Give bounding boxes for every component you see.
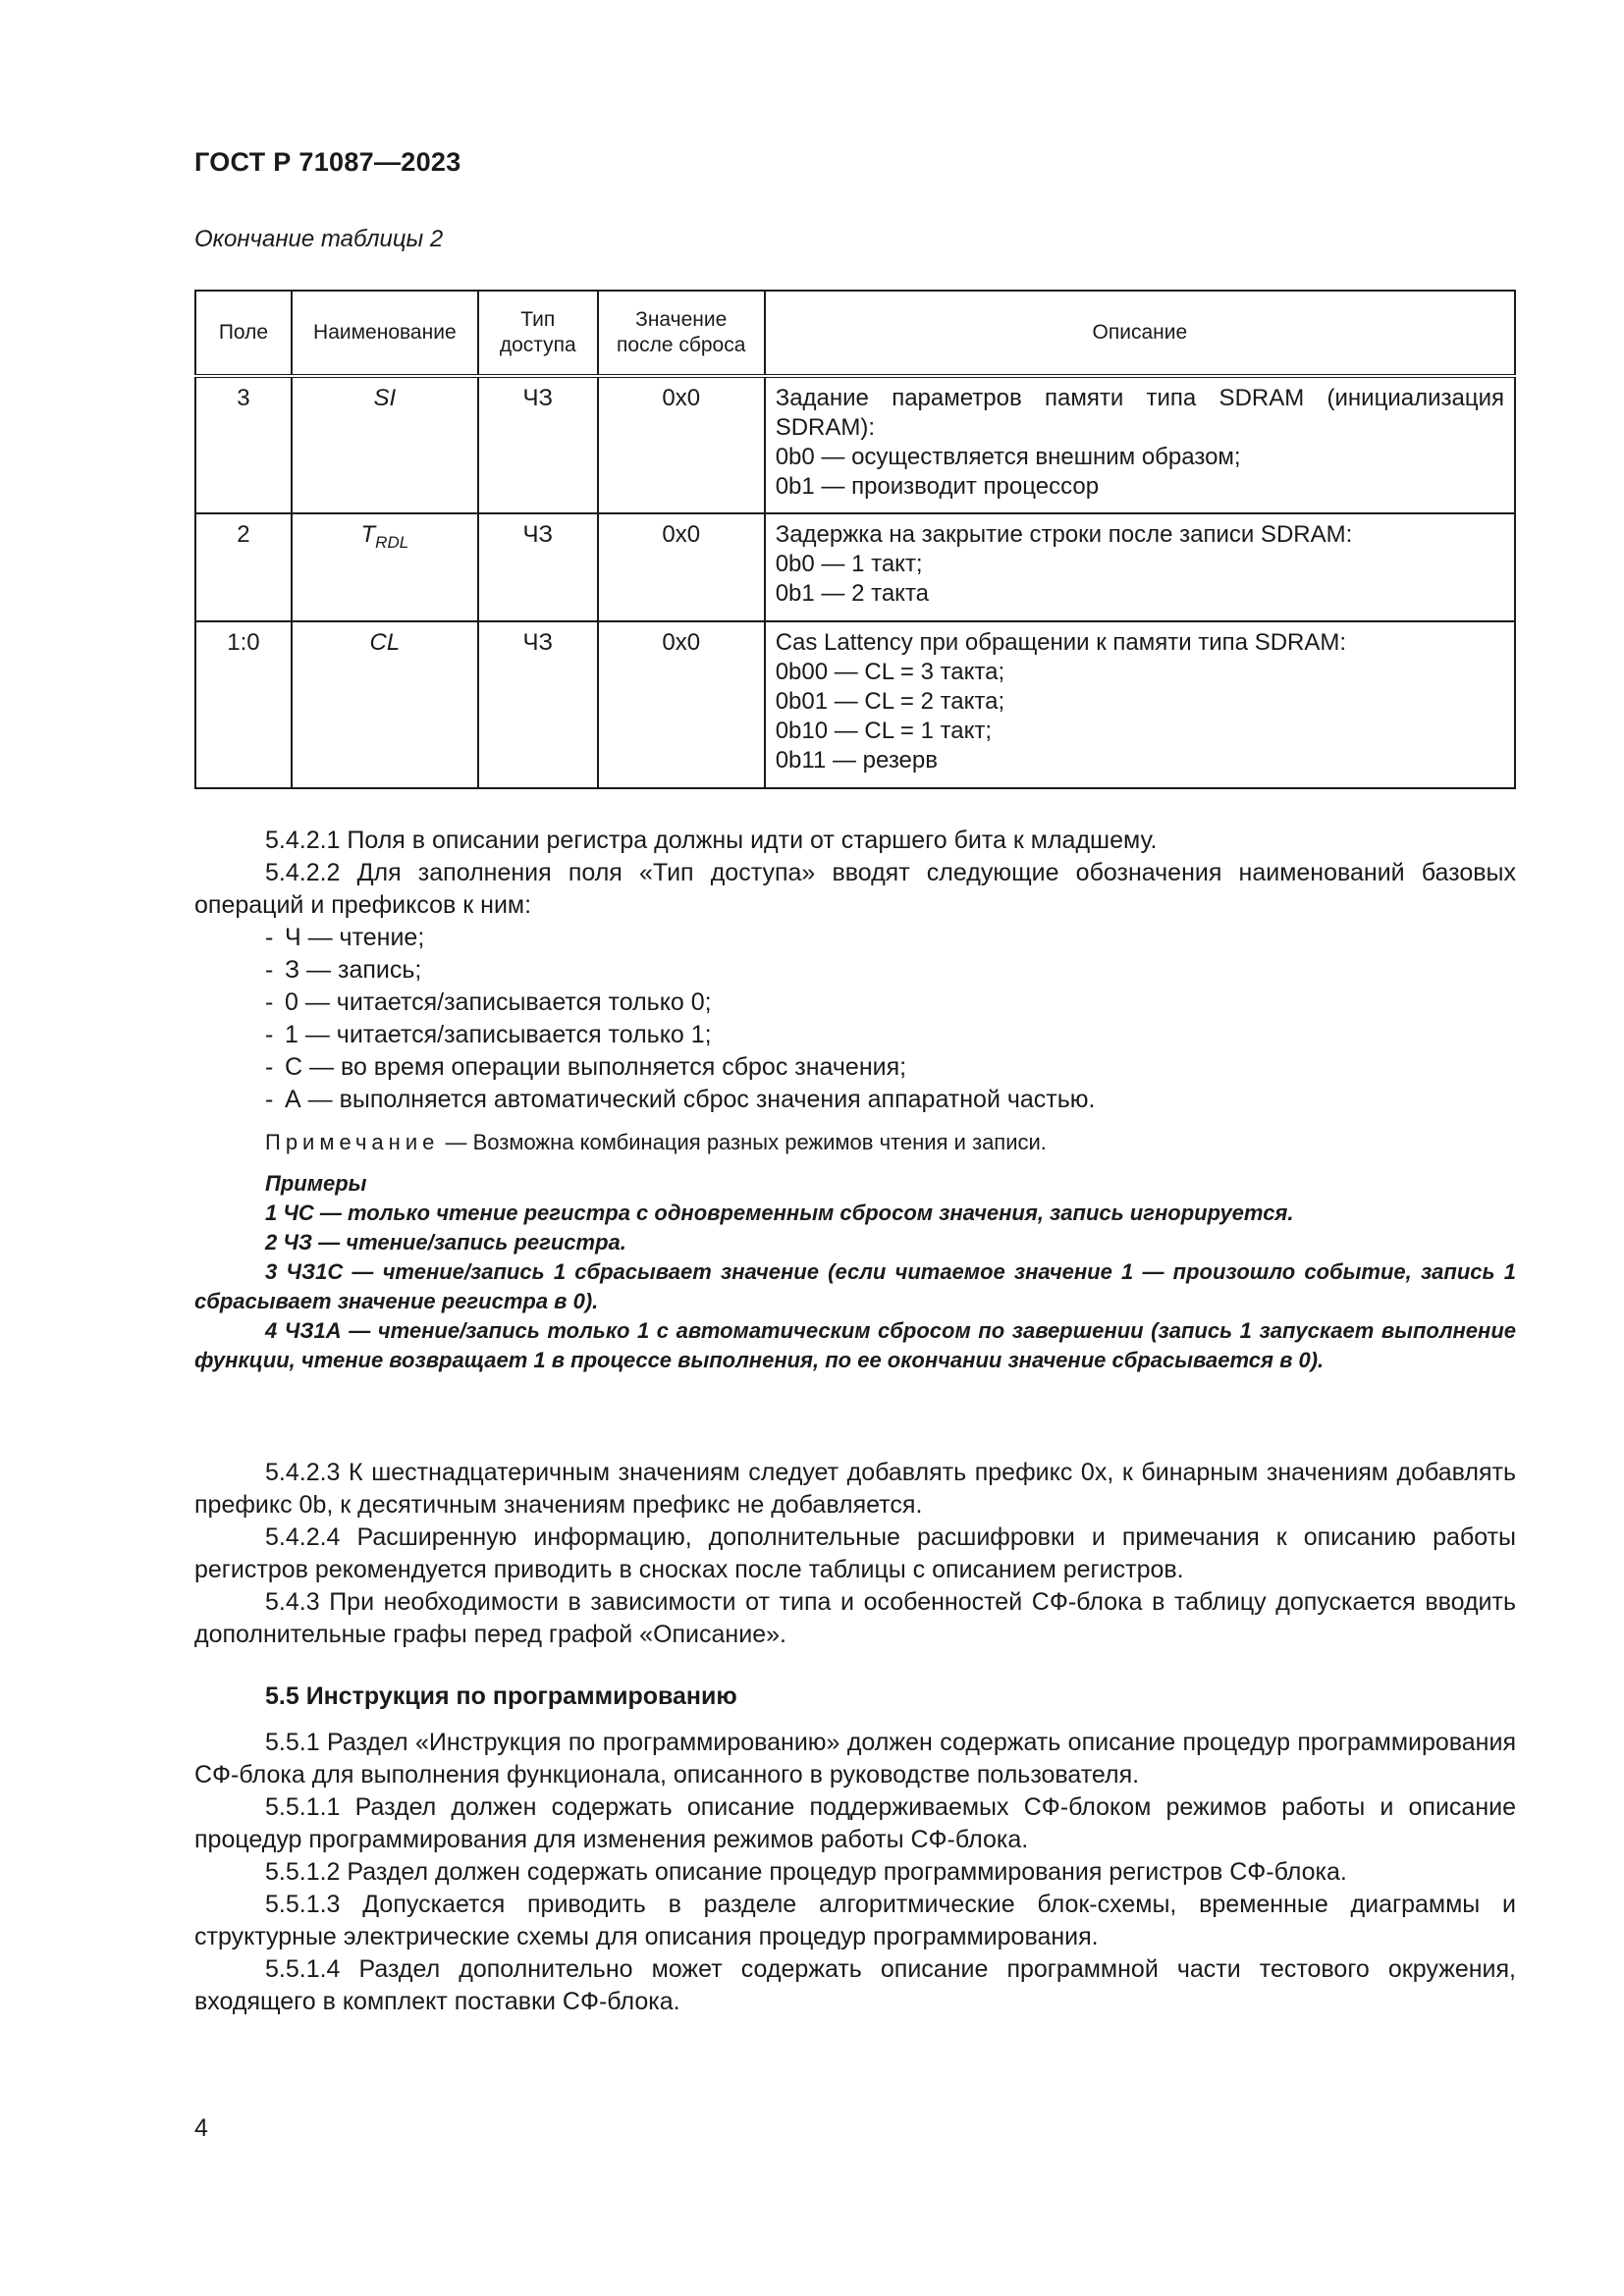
list-item: - А — выполняется автоматический сброс значения аппаратной частью.: [265, 1086, 1096, 1113]
list-item: - С — во время операции выполняется сброс значения;: [265, 1053, 907, 1081]
list-item-text: А — выполняется автоматический сброс значения аппаратной частью.: [285, 1086, 1096, 1113]
desc-line: 0b0 — осуществляется внешним образом;: [775, 444, 1241, 470]
note: [194, 1128, 1516, 1157]
section-5-5: [194, 1681, 1516, 2018]
cell-access: ЧЗ: [478, 621, 598, 788]
cell-reset: 0x0: [598, 513, 765, 621]
table-caption: Окончание таблицы 2: [194, 226, 444, 252]
example-item: 4 ЧЗ1А — чтение/запись только 1 с автоматическим сбросом по завершении (запись 1 запускает выполнение функции, чтение возвращает 1 в процессе выполнения, по ее окончании значение сбрасывается в 0).: [194, 1318, 1516, 1372]
body-block-b: [194, 1457, 1516, 1651]
paragraph-5-5-1-4: 5.5.1.4 Раздел дополнительно может содержать описание программной части тестового окружения, входящего в комплект поставки СФ-блока.: [194, 1955, 1516, 2015]
list-item-text: 1 — читается/записывается только 1;: [285, 1021, 712, 1048]
list-item-text: С — во время операции выполняется сброс значения;: [285, 1053, 907, 1081]
paragraph-5-5-1: 5.5.1 Раздел «Инструкция по программированию» должен содержать описание процедур программирования СФ-блока для выполнения функционала, описанного в руководстве пользователя.: [194, 1729, 1516, 1789]
table-row: [195, 621, 1515, 788]
cell-field: 1:0: [195, 621, 292, 788]
cell-name-main: T: [360, 521, 376, 548]
desc-line: Задание параметров памяти типа SDRAM (инициализация: [775, 385, 1504, 411]
paragraph-5-4-2-2: 5.4.2.2 Для заполнения поля «Тип доступа» вводят следующие обозначения наименований базовых операций и префиксов к ним:: [194, 859, 1516, 919]
desc-line: 0b11 — резерв: [775, 747, 938, 774]
col-header-reset-text: Значение после сброса: [617, 308, 746, 356]
col-header-field: Поле: [195, 291, 292, 376]
paragraph-5-5-1-1: 5.5.1.1 Раздел должен содержать описание поддерживаемых СФ-блоком режимов работы и описание процедур программирования для изменения режимов работы СФ-блока.: [194, 1793, 1516, 1853]
desc-line: 0b00 — CL = 3 такта;: [775, 659, 1005, 685]
cell-access: ЧЗ: [478, 513, 598, 621]
col-header-access: [478, 291, 598, 376]
paragraph-5-4-2-4: 5.4.2.4 Расширенную информацию, дополнительные расшифровки и примечания к описанию работы регистров рекомендуется приводить в сносках после таблицы с описанием регистров.: [194, 1523, 1516, 1583]
body-block-a: [194, 825, 1516, 1375]
page-number: 4: [194, 2114, 208, 2142]
cell-description: [765, 621, 1515, 788]
table-row: [195, 513, 1515, 621]
cell-name: CL: [292, 621, 478, 788]
paragraph-5-4-2-3: 5.4.2.3 К шестнадцатеричным значениям следует добавлять префикс 0x, к бинарным значениям добавлять префикс 0b, к десятичным значениям префикс не добавляется.: [194, 1459, 1516, 1519]
col-header-description: Описание: [765, 291, 1515, 376]
paragraph-5-5-1-3: 5.5.1.3 Допускается приводить в разделе алгоритмические блок-схемы, временные диаграммы и структурные электрические схемы для описания процедур программирования.: [194, 1891, 1516, 1950]
list-item: - З — запись;: [265, 956, 422, 984]
desc-line: Задержка на закрытие строки после записи SDRAM:: [775, 521, 1353, 548]
cell-description: [765, 376, 1515, 513]
examples-title: Примеры: [265, 1171, 367, 1196]
col-header-reset: [598, 291, 765, 376]
examples-block: [194, 1169, 1516, 1375]
cell-description: [765, 513, 1515, 621]
document-header: ГОСТ Р 71087—2023: [194, 147, 461, 177]
desc-line: 0b0 — 1 такт;: [775, 551, 923, 577]
example-item: 1 ЧС — только чтение регистра с одновременным сбросом значения, запись игнорируется.: [265, 1201, 1294, 1225]
section-title: 5.5 Инструкция по программированию: [265, 1682, 737, 1710]
cell-name: SI: [292, 376, 478, 513]
col-header-access-text: Тип доступа: [499, 308, 576, 356]
list-item-text: З — запись;: [285, 956, 422, 984]
register-table: [194, 290, 1516, 789]
desc-line: 0b01 — CL = 2 такта;: [775, 688, 1005, 715]
access-types-list: [194, 922, 1516, 1116]
desc-line: SDRAM):: [775, 414, 876, 441]
cell-name-subscript: RDL: [375, 533, 409, 552]
list-item: - Ч — чтение;: [265, 924, 425, 951]
cell-field: 2: [195, 513, 292, 621]
list-item: - 1 — читается/записывается только 1;: [265, 1021, 712, 1048]
note-text: — Возможна комбинация разных режимов чтения и записи.: [439, 1130, 1047, 1154]
paragraph-5-5-1-2: 5.5.1.2 Раздел должен содержать описание процедур программирования регистров СФ-блока.: [265, 1858, 1347, 1886]
note-label: Примечание: [265, 1130, 440, 1154]
list-item: - 0 — читается/записывается только 0;: [265, 988, 712, 1016]
example-item: 2 ЧЗ — чтение/запись регистра.: [265, 1230, 626, 1255]
cell-reset: 0x0: [598, 376, 765, 513]
table-row: [195, 376, 1515, 513]
cell-reset: 0x0: [598, 621, 765, 788]
example-item: 3 ЧЗ1С — чтение/запись 1 сбрасывает значение (если читаемое значение 1 — произошло событие, запись 1 сбрасывает значение регистра в 0).: [194, 1259, 1516, 1313]
col-header-name: Наименование: [292, 291, 478, 376]
table-header-row: [195, 291, 1515, 376]
desc-line: 0b1 — 2 такта: [775, 580, 930, 607]
list-item-text: 0 — читается/записывается только 0;: [285, 988, 712, 1016]
desc-line: Cas Lattency при обращении к памяти типа SDRAM:: [775, 629, 1347, 656]
desc-line: 0b1 — производит процессор: [775, 473, 1100, 500]
cell-name: [292, 513, 478, 621]
cell-access: ЧЗ: [478, 376, 598, 513]
paragraph-5-4-3: 5.4.3 При необходимости в зависимости от типа и особенностей СФ-блока в таблицу допускается вводить дополнительные графы перед графой «Описание».: [194, 1588, 1516, 1648]
list-item-text: Ч — чтение;: [285, 924, 425, 951]
cell-field: 3: [195, 376, 292, 513]
paragraph-5-4-2-1: 5.4.2.1 Поля в описании регистра должны идти от старшего бита к младшему.: [265, 827, 1158, 854]
desc-line: 0b10 — CL = 1 такт;: [775, 718, 993, 744]
